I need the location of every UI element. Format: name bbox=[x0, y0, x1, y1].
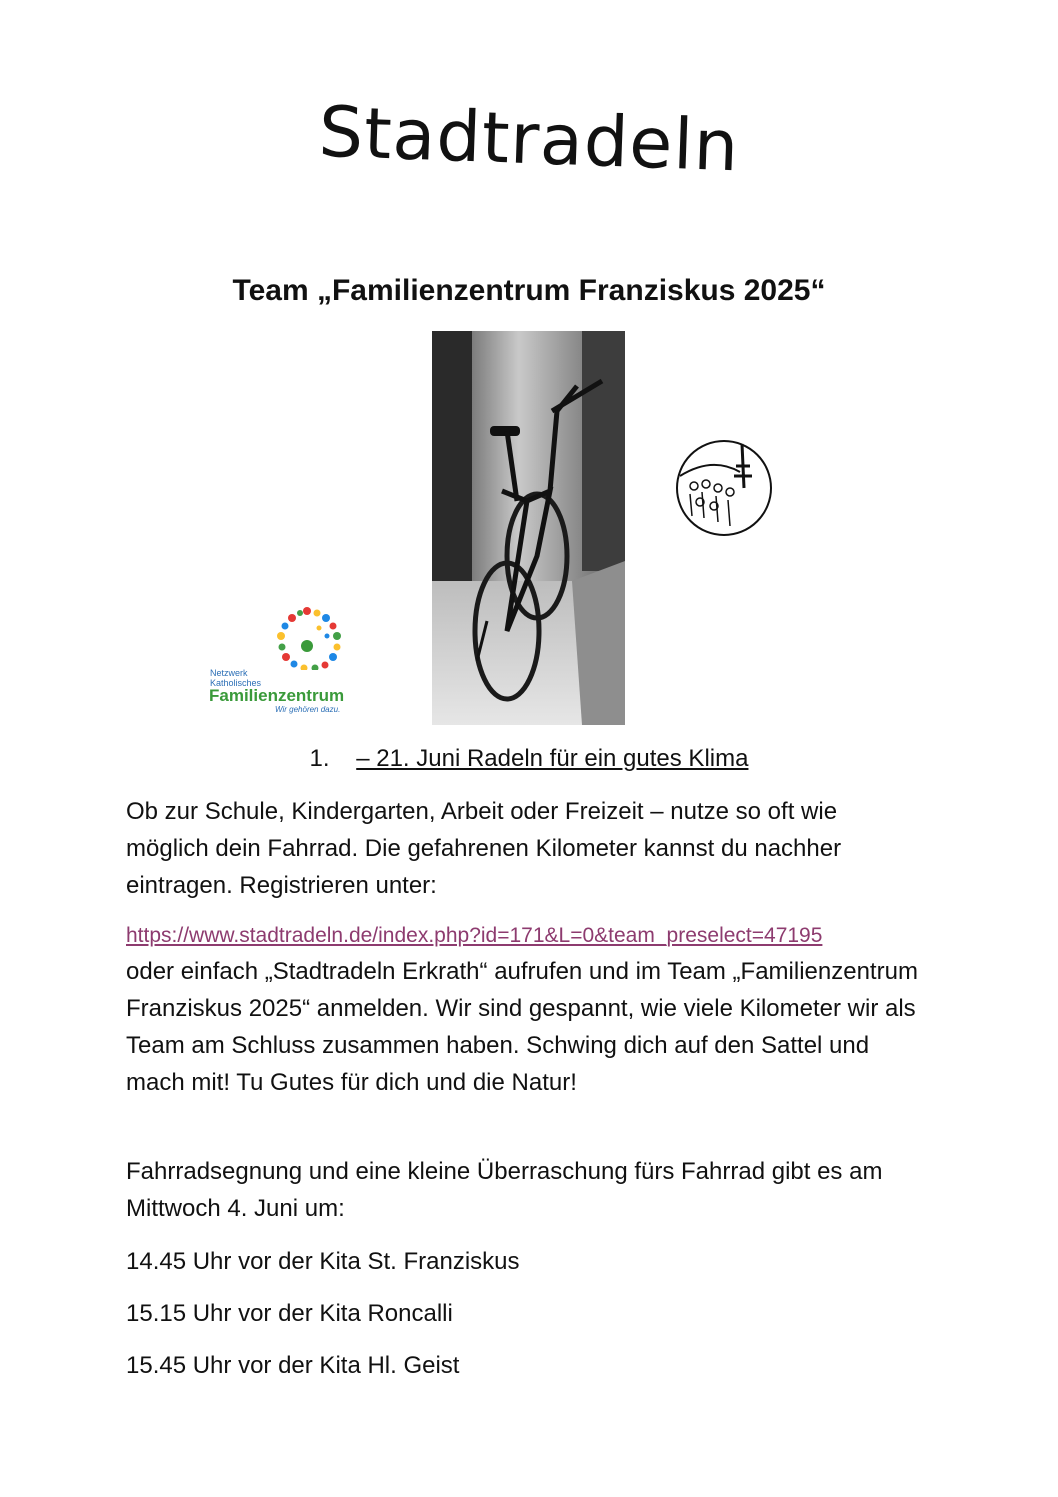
network-logo bbox=[205, 606, 353, 718]
network-logo-line1: Netzwerk bbox=[210, 668, 248, 678]
time-item: 14.45 Uhr vor der Kita St. Franziskus bbox=[126, 1248, 520, 1275]
bicycle-photo bbox=[432, 331, 625, 725]
date-line-text: – 21. Juni Radeln für ein gutes Klima bbox=[356, 745, 749, 772]
network-logo-line2: Katholisches bbox=[210, 678, 262, 688]
page-title: Stadtradeln bbox=[317, 90, 741, 188]
dot-ring-icon bbox=[205, 606, 353, 670]
date-line-number: 1. bbox=[309, 745, 330, 772]
blessing-paragraph: Fahrradsegnung und eine kleine Überraschung fürs Fahrrad gibt es am Mittwoch 4. Juni um: bbox=[126, 1158, 883, 1222]
time-item: 15.45 Uhr vor der Kita Hl. Geist bbox=[126, 1352, 460, 1379]
team-heading: Team „Familienzentrum Franziskus 2025“ bbox=[232, 274, 826, 307]
register-link[interactable]: https://www.stadtradeln.de/index.php?id=171&L=0&team_preselect=47195 bbox=[126, 924, 823, 947]
time-item: 15.15 Uhr vor der Kita Roncalli bbox=[126, 1300, 453, 1327]
network-logo-name: Familienzentrum bbox=[209, 686, 345, 705]
network-logo-tagline: Wir gehören dazu. bbox=[275, 705, 341, 714]
details-paragraph: oder einfach „Stadtradeln Erkrath“ aufrufen und im Team „Familienzentrum Franziskus 2025“ anmelden. Wir sind gespannt, wie viele Kilometer wir als Team am Schluss zusammen haben. Schwing dich auf den Sattel und mach mit! Tu Gutes für dich und die Natur! bbox=[126, 958, 918, 1096]
date-line bbox=[0, 745, 1058, 773]
intro-paragraph: Ob zur Schule, Kindergarten, Arbeit oder Freizeit – nutze so oft wie möglich dein Fahrrad. Die gefahrenen Kilometer kannst du nachher eintragen. Registrieren unter: bbox=[126, 798, 842, 899]
parish-logo bbox=[672, 436, 776, 540]
